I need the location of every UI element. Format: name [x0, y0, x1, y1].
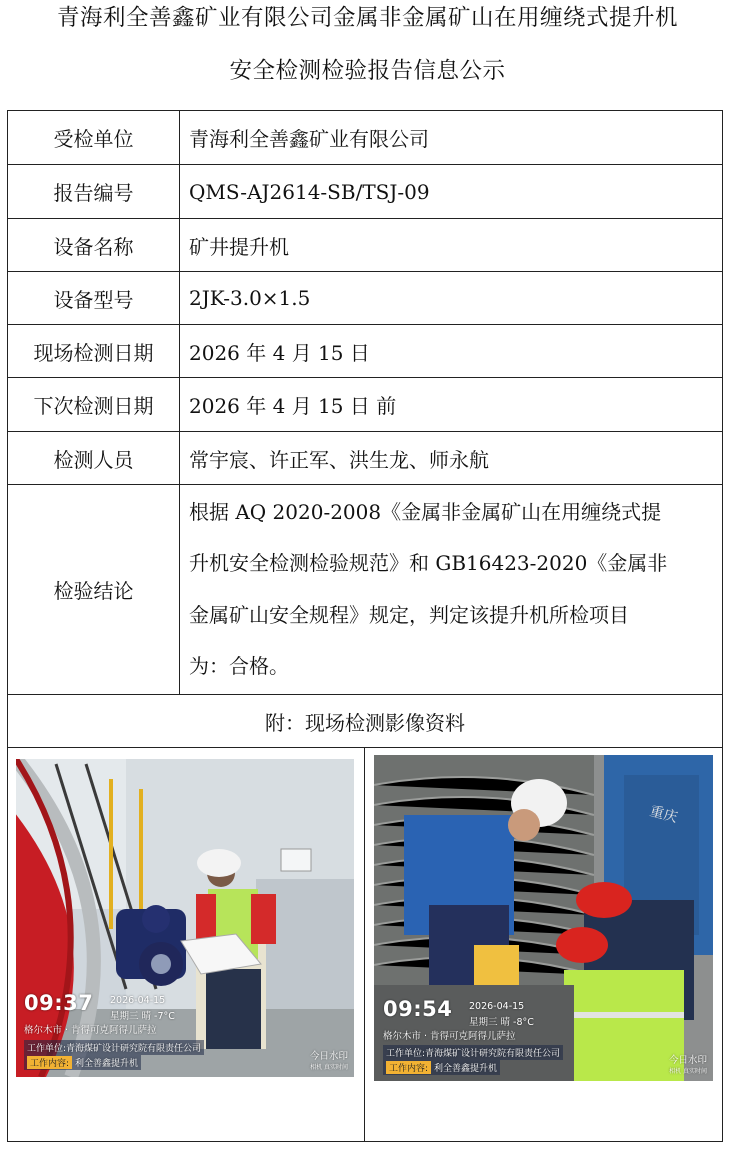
row-label: 下次检测日期: [8, 378, 180, 432]
watermark-unit: [383, 1045, 563, 1060]
row-value: 青海利全善鑫矿业有限公司: [180, 111, 723, 165]
watermark-unit-value: 青海煤矿设计研究院有限责任公司: [425, 1049, 561, 1059]
table-row: [8, 219, 723, 272]
row-label: 现场检测日期: [8, 325, 180, 378]
row-value: 2026 年 4 月 15 日 前: [180, 378, 723, 432]
watermark-content: [383, 1060, 500, 1075]
row-value: 2JK-3.0×1.5: [180, 272, 723, 325]
watermark-unit-tag: 工作单位:: [386, 1049, 426, 1059]
watermark-unit-value: 青海煤矿设计研究院有限责任公司: [66, 1044, 202, 1054]
conclusion-line: 为：合格。: [189, 654, 289, 678]
svg-text:重庆: 重庆: [647, 803, 680, 827]
watermark-unit: [24, 1040, 204, 1055]
table-row: [8, 378, 723, 432]
watermark-date: 2026-04-15: [469, 1001, 525, 1012]
conclusion-line: 升机安全检测检验规范》和 GB16423-2020《金属非: [189, 551, 668, 575]
watermark-brand-sub: 相机 真实时间: [669, 1068, 707, 1075]
row-label: 报告编号: [8, 165, 180, 219]
table-row: [8, 325, 723, 378]
watermark-brand: [669, 1055, 707, 1077]
watermark-time: 09:54: [383, 997, 453, 1021]
conclusion-line: 根据 AQ 2020-2008《金属非金属矿山在用缠绕式提: [189, 499, 662, 524]
column-divider: [364, 748, 365, 1142]
watermark-brand-name: 今日水印: [668, 1055, 707, 1066]
watermark-content-tag: 工作内容:: [386, 1061, 431, 1074]
watermark-location: 格尔木市 · 肯得可克阿得儿萨拉: [24, 1025, 157, 1036]
report-table: [7, 110, 723, 748]
conclusion-line: 金属矿山安全规程》规定，判定该提升机所检项目: [189, 602, 629, 627]
row-label: 设备名称: [8, 219, 180, 272]
title-line-2: 安全检测检验报告信息公示: [229, 58, 506, 84]
table-row: [8, 165, 723, 219]
photo-row: [7, 748, 723, 1142]
watermark-content-tag: 工作内容:: [27, 1056, 72, 1069]
watermark-weather: 星期三 晴 -7°C: [110, 1011, 175, 1022]
conclusion-label: 检验结论: [8, 485, 180, 695]
watermark-brand-sub: 相机 真实时间: [310, 1064, 348, 1071]
table-row: [8, 272, 723, 325]
site-photo-2: [374, 755, 713, 1081]
site-photo-1: [16, 759, 354, 1077]
table-row: [8, 111, 723, 165]
row-value: 2026 年 4 月 15 日: [180, 325, 723, 378]
row-label: 受检单位: [8, 111, 180, 165]
title-line-1: 青海利全善鑫矿业有限公司金属非金属矿山在用缠绕式提升机: [56, 5, 678, 31]
watermark-unit-tag: 工作单位:: [27, 1044, 67, 1054]
table-row: [8, 432, 723, 485]
watermark-content-value: 利全善鑫提升机: [434, 1064, 498, 1074]
row-value: 常宇宸、许正军、洪生龙、师永航: [180, 432, 723, 485]
conclusion-row: [8, 485, 723, 695]
row-label: 检测人员: [8, 432, 180, 485]
row-value: 矿井提升机: [180, 219, 723, 272]
conclusion-text: [180, 485, 723, 695]
watermark-time: 09:37: [24, 991, 94, 1015]
appendix-row: [8, 695, 723, 748]
watermark-content: [24, 1055, 141, 1070]
watermark-content-value: 利全善鑫提升机: [75, 1059, 139, 1069]
appendix-heading: 附：现场检测影像资料: [8, 695, 723, 748]
row-value: QMS-AJ2614-SB/TSJ-09: [180, 165, 723, 219]
watermark-location: 格尔木市 · 肯得可克阿得儿萨拉: [383, 1031, 516, 1042]
watermark-brand: [310, 1051, 348, 1073]
watermark-weather: 星期三 晴 -8°C: [469, 1017, 534, 1028]
watermark-brand-name: 今日水印: [309, 1051, 348, 1062]
watermark-date: 2026-04-15: [110, 995, 166, 1006]
row-label: 设备型号: [8, 272, 180, 325]
